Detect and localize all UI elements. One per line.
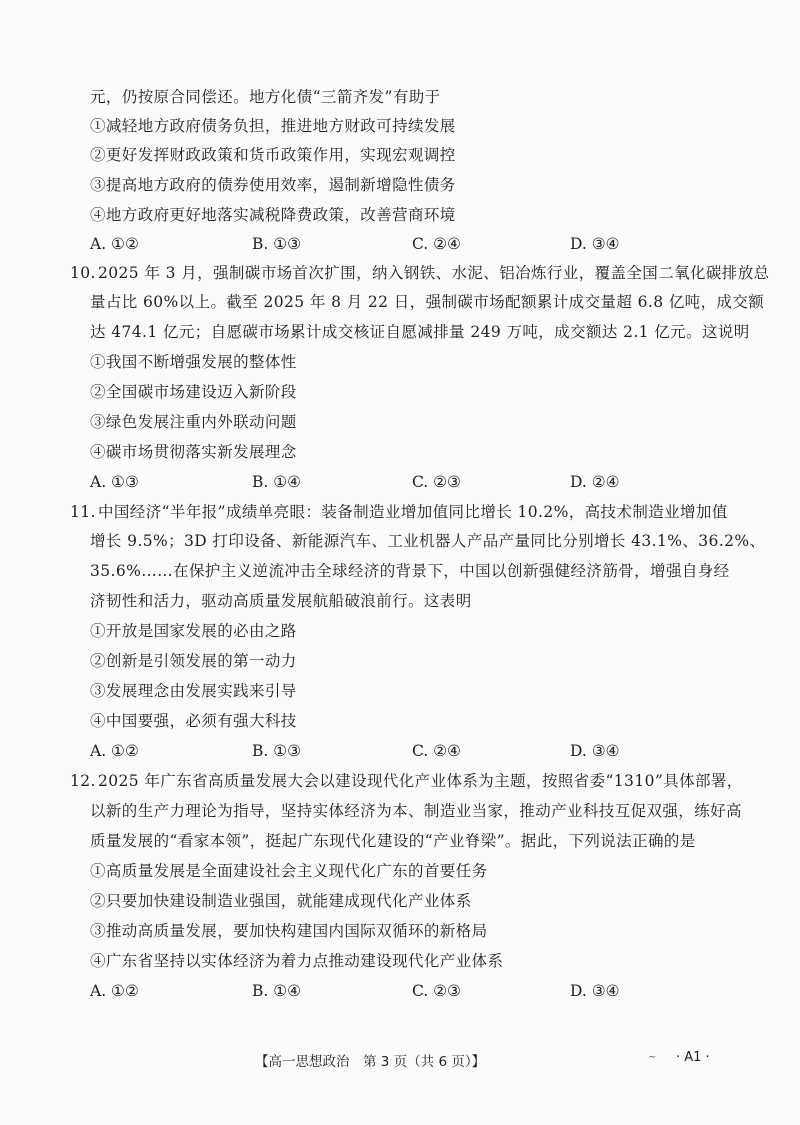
footer-tiny-mark: ~: [648, 1052, 657, 1063]
q9-option-b[interactable]: B. ①③: [252, 235, 302, 253]
q10-stem-line-1: 2025 年 3 月，强制碳市场首次扩围，纳入钢铁、水泥、铝冶炼行业，覆盖全国二氧化碳排放总: [98, 264, 770, 282]
q11-option-c[interactable]: C. ②④: [412, 742, 461, 760]
q12-option-c[interactable]: C. ②③: [412, 982, 461, 1000]
q10-stem-line-3: 达 474.1 亿元；自愿碳市场累计成交核证自愿减排量 249 万吨，成交额达 2.1 亿元。这说明: [90, 323, 750, 341]
q11-item-3: ③发展理念由发展实践来引导: [90, 682, 297, 700]
q12-stem-line-2: 以新的生产力理论为指导，坚持实体经济为本、制造业当家，推动产业科技互促双强，练好高: [90, 802, 742, 820]
q9-item-2: ②更好发挥财政政策和货币政策作用，实现宏观调控: [90, 146, 456, 164]
q10-number: 10.: [70, 264, 96, 282]
q9-stem-tail: 元，仍按原合同偿还。地方化债“三箭齐发”有助于: [90, 88, 441, 106]
q11-options: [90, 740, 690, 762]
q10-item-4: ④碳市场贯彻落实新发展理念: [90, 443, 297, 461]
q11-stem-line-1: 中国经济“半年报”成绩单亮眼：装备制造业增加值同比增长 10.2%，高技术制造业增加值: [98, 503, 728, 521]
q12-item-2: ②只要加快建设制造业强国，就能建成现代化产业体系: [90, 892, 472, 910]
q12-option-d[interactable]: D. ③④: [570, 982, 620, 1000]
q10-item-1: ①我国不断增强发展的整体性: [90, 353, 297, 371]
q12-number: 12.: [70, 772, 96, 790]
q10-stem-line-2: 量占比 60%以上。截至 2025 年 8 月 22 日，强制碳市场配额累计成交量超 6.8 亿吨，成交额: [90, 293, 765, 311]
q9-option-d[interactable]: D. ③④: [570, 235, 620, 253]
q9-option-c[interactable]: C. ②④: [412, 235, 461, 253]
q10-option-d[interactable]: D. ②④: [570, 473, 620, 491]
q12-option-a[interactable]: A. ①②: [90, 982, 139, 1000]
q9-options: [90, 233, 690, 255]
q11-item-2: ②创新是引领发展的第一动力: [90, 652, 297, 670]
page-footer: 【高一思想政治 第 3 页（共 6 页）】: [255, 1054, 486, 1070]
q11-stem-line-4: 济韧性和活力，驱动高质量发展航船破浪前行。这表明: [90, 592, 472, 610]
q10-option-c[interactable]: C. ②③: [412, 473, 461, 491]
q9-item-4: ④地方政府更好地落实减税降费政策，改善营商环境: [90, 206, 456, 224]
q11-number: 11.: [70, 503, 96, 521]
q12-item-1: ①高质量发展是全面建设社会主义现代化广东的首要任务: [90, 862, 488, 880]
q10-option-a[interactable]: A. ①③: [90, 473, 139, 491]
q12-item-3: ③推动高质量发展，要加快构建国内国际双循环的新格局: [90, 922, 488, 940]
q12-stem-line-3: 质量发展的“看家本领”，挺起广东现代化建设的“产业脊梁”。据此，下列说法正确的是: [90, 832, 696, 850]
q12-option-b[interactable]: B. ①④: [252, 982, 302, 1000]
q12-stem-line-1: 2025 年广东省高质量发展大会以建设现代化产业体系为主题，按照省委“1310”具体部署，: [98, 772, 743, 790]
q12-options: [90, 980, 690, 1002]
q9-item-1: ①减轻地方政府债务负担，推进地方财政可持续发展: [90, 117, 456, 135]
q10-options: [90, 471, 690, 493]
q10-item-2: ②全国碳市场建设迈入新阶段: [90, 383, 297, 401]
q10-item-3: ③绿色发展注重内外联动问题: [90, 413, 297, 431]
footer-version-mark: · A1 ·: [676, 1050, 710, 1065]
q11-stem-line-3: 35.6%……在保护主义逆流冲击全球经济的背景下，中国以创新强健经济筋骨，增强自身经: [90, 562, 730, 580]
q10-option-b[interactable]: B. ①④: [252, 473, 302, 491]
q11-option-a[interactable]: A. ①②: [90, 742, 139, 760]
q11-option-b[interactable]: B. ①③: [252, 742, 302, 760]
q11-option-d[interactable]: D. ③④: [570, 742, 620, 760]
q12-item-4: ④广东省坚持以实体经济为着力点推动建设现代化产业体系: [90, 952, 504, 970]
q11-stem-line-2: 增长 9.5%；3D 打印设备、新能源汽车、工业机器人产品产量同比分别增长 43.1%、36.2%、: [90, 532, 766, 550]
q11-item-1: ①开放是国家发展的必由之路: [90, 622, 297, 640]
q9-option-a[interactable]: A. ①②: [90, 235, 139, 253]
q9-item-3: ③提高地方政府的债券使用效率，遏制新增隐性债务: [90, 176, 456, 194]
q11-item-4: ④中国要强，必须有强大科技: [90, 712, 297, 730]
